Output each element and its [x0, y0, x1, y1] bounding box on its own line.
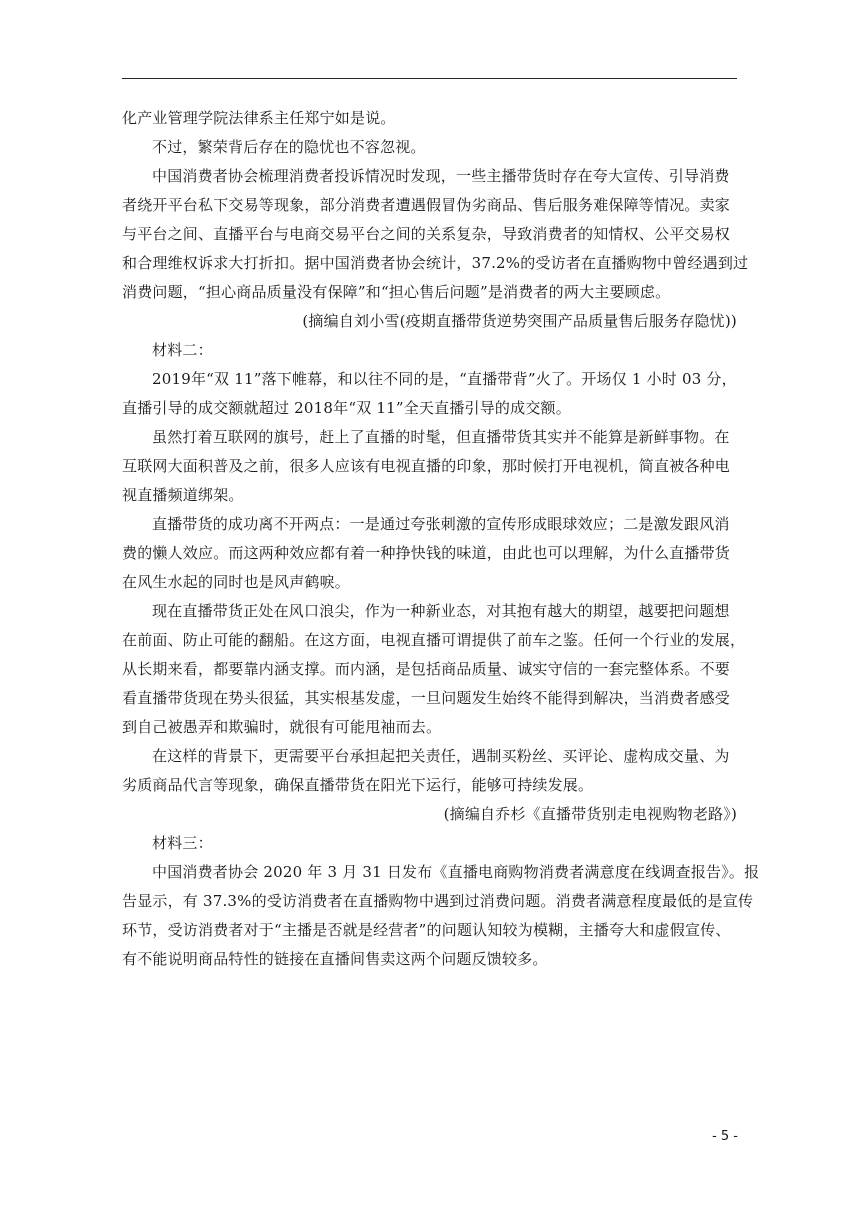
- text-line: 在风生水起的同时也是风声鹤唳。: [122, 573, 351, 591]
- section-heading: 材料三：: [152, 834, 213, 852]
- text-line: 视直播频道绑架。: [122, 486, 244, 504]
- text-line: 有不能说明商品特性的链接在直播间售卖这两个问题反馈较多。: [122, 950, 548, 968]
- text-line: 费的懒人效应。而这两种效应都有着一种挣快钱的味道，由此也可以理解，为什么直播带货: [122, 544, 731, 562]
- text-line: 消费问题，“担心商品质量没有保障”和“担心售后问题”是消费者的两大主要顾虑。: [122, 283, 671, 301]
- text-line: 环节，受访消费者对于“主播是否就是经营者”的问题认知较为模糊，主播夸大和虚假宣传、: [122, 921, 731, 939]
- text-line: 看直播带货现在势头很猛，其实根基发虚，一旦问题发生始终不能得到解决，当消费者感受: [122, 689, 731, 707]
- text-line: 在前面、防止可能的翻船。在这方面，电视直播可谓提供了前车之鉴。任何一个行业的发展，: [122, 631, 746, 649]
- text-line: 从长期来看，都要靠内涵支撑。而内涵，是包括商品质量、诚实守信的一套完整体系。不要: [122, 660, 731, 678]
- text-line: 告显示，有 37.3%的受访消费者在直播购物中遇到过消费问题。消费者满意程度最低的是宣传: [122, 892, 754, 910]
- text-line: 直播带货的成功离不开两点：一是通过夸张刺激的宣传形成眼球效应；二是激发跟风消: [152, 515, 730, 533]
- document-body: [122, 104, 760, 974]
- text-line: 直播引导的成交额就超过 2018年“双 11”全天直播引导的成交额。: [122, 399, 571, 417]
- text-line: 在这样的背景下，更需要平台承担起把关责任，遇制买粉丝、买评论、虚构成交量、为: [152, 747, 730, 765]
- text-line: 中国消费者协会梳理消费者投诉情况时发现，一些主播带货时存在夸大宣传、引导消费: [152, 167, 730, 185]
- text-line: 中国消费者协会 2020 年 3 月 31 日发布《直播电商购物消费者满意度在线调查报告》。报: [152, 863, 760, 881]
- header-rule: [122, 78, 737, 79]
- source-citation: (摘编自刘小雪(疫期直播带货逆势突围产品质量售后服务存隐忧)): [302, 312, 737, 330]
- text-line: 不过，繁荣背后存在的隐忧也不容忽视。: [152, 138, 426, 156]
- text-line: 互联网大面积普及之前，很多人应该有电视直播的印象，那时候打开电视机，简直被各种电: [122, 457, 731, 475]
- text-line: 化产业管理学院法律系主任郑宁如是说。: [122, 109, 396, 127]
- text-line: 与平台之间、直播平台与电商交易平台之间的关系复杂，导致消费者的知情权、公平交易权: [122, 225, 731, 243]
- text-line: 者绕开平台私下交易等现象，部分消费者遭遇假冒伪劣商品、售后服务难保障等情况。卖家: [122, 196, 731, 214]
- text-line: 劣质商品代言等现象，确保直播带货在阳光下运行，能够可持续发展。: [122, 776, 594, 794]
- text-line: 2019年“双 11”落下帷幕，和以往不同的是，“直播带背”火了。开场仅 1 小时 03 分，: [152, 370, 737, 388]
- section-heading: 材料二：: [152, 341, 213, 359]
- source-citation: (摘编自乔杉《直播带货别走电视购物老路》): [443, 805, 737, 823]
- text-line: 到自己被愚弄和欺骗时，就很有可能甩袖而去。: [122, 718, 442, 736]
- text-line: 虽然打着互联网的旗号，赶上了直播的时髦，但直播带货其实并不能算是新鲜事物。在: [152, 428, 730, 446]
- text-line: 现在直播带货正处在风口浪尖，作为一种新业态，对其抱有越大的期望，越要把问题想: [152, 602, 730, 620]
- text-line: 和合理维权诉求大打折扣。据中国消费者协会统计，37.2%的受访者在直播购物中曾经遇到过: [122, 254, 749, 272]
- page-number: - 5 -: [712, 1129, 738, 1144]
